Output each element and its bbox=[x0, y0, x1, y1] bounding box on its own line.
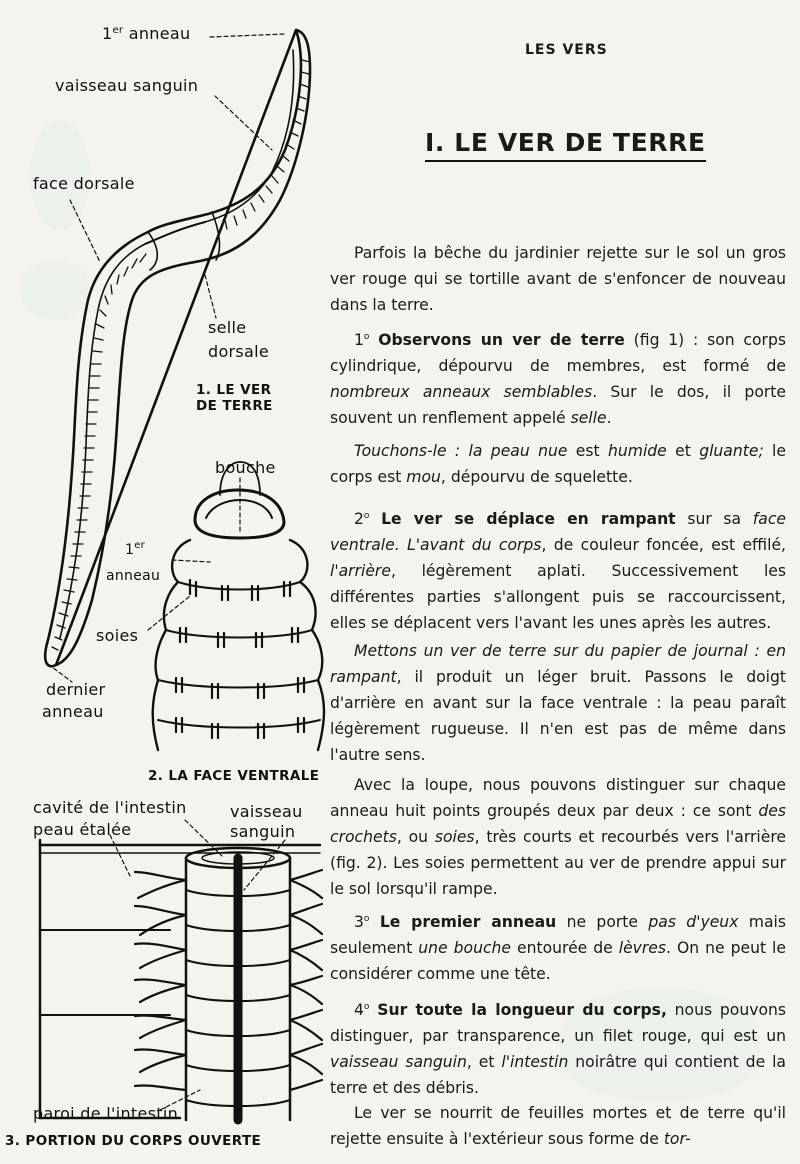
p2c-b: des crochets bbox=[330, 802, 786, 846]
paragraph-4 bbox=[330, 994, 786, 1101]
label-first-ring-ventral bbox=[125, 540, 145, 558]
label-first-ring-num: 1 bbox=[102, 24, 113, 43]
paragraph-4-text bbox=[330, 994, 786, 1101]
p2c-d: soies bbox=[434, 828, 475, 846]
label-dorsal-face: face dorsale bbox=[33, 174, 135, 193]
illustrations-column bbox=[0, 0, 330, 1164]
label-first-ring-sup: er bbox=[112, 25, 124, 36]
paragraph-3 bbox=[330, 906, 786, 987]
p2c-c: , ou bbox=[396, 828, 435, 846]
p1-num: 1 bbox=[354, 331, 364, 350]
label-last-ring-2: anneau bbox=[42, 702, 104, 721]
paragraph-5-text bbox=[330, 1100, 786, 1152]
paragraph-1b-text bbox=[330, 438, 786, 490]
p2b-b: , il produit un léger bruit. Passons le doigt d'arrière en avant sur la face ventrale : la peau paraît légèrement rugueuse. Il n'en est pas de même dans l'autre sens. bbox=[330, 668, 786, 764]
p3-a: ne porte bbox=[556, 913, 649, 932]
chapter-title: I. LE VER DE TERRE bbox=[425, 128, 706, 162]
label-saddle: selle bbox=[208, 318, 247, 337]
p1-deg: o bbox=[363, 332, 370, 342]
figure3-caption: 3. PORTION DU CORPS OUVERTE bbox=[5, 1133, 262, 1149]
paragraph-1b bbox=[330, 438, 786, 490]
p5-b: tor- bbox=[663, 1130, 691, 1148]
p1-b: nombreux anneaux semblables bbox=[330, 383, 593, 402]
p2-deg: o bbox=[363, 511, 370, 521]
paragraph-2b-text bbox=[330, 638, 786, 768]
p1-d: selle bbox=[570, 409, 607, 428]
p4-e: noirâtre qui contient de la terre et des débris. bbox=[330, 1053, 786, 1098]
p3-d: une bouche bbox=[418, 939, 512, 958]
p1b-f: le corps est bbox=[330, 442, 786, 486]
p3-heading: Le premier anneau bbox=[379, 913, 557, 932]
paragraph-2-text bbox=[330, 503, 786, 636]
paragraph-2c bbox=[330, 772, 786, 902]
paragraph-2c-text bbox=[330, 772, 786, 902]
label-intestine-cavity: cavité de l'intestin bbox=[33, 798, 187, 817]
figure1-earthworm bbox=[45, 30, 310, 682]
running-title: LES VERS bbox=[525, 42, 608, 58]
label-ring-ventral: anneau bbox=[106, 568, 161, 584]
p2-heading: Le ver se déplace en rampant bbox=[381, 510, 676, 529]
p2-c: , de couleur foncée, est effilé, bbox=[541, 536, 786, 555]
p1b-h: , dépourvu de squelette. bbox=[440, 468, 633, 486]
paragraph-1 bbox=[330, 324, 786, 431]
paragraph-intro bbox=[330, 240, 786, 318]
paragraph-3-text bbox=[330, 906, 786, 987]
p1b-e: gluante; bbox=[699, 442, 764, 460]
label-mouth: bouche bbox=[215, 458, 276, 477]
p1b-b: est bbox=[567, 442, 608, 460]
label-intestine-wall: paroi de l'intestin bbox=[33, 1104, 179, 1123]
label-first-ring-word: anneau bbox=[123, 24, 191, 43]
p3-e: entourée de bbox=[511, 939, 619, 958]
figure2-ventral-face bbox=[148, 462, 324, 750]
p2c-a: Avec la loupe, nous pouvons distinguer sur chaque anneau huit points groupés deux par deux : ce sont bbox=[330, 776, 786, 820]
p2b-a: Mettons un ver de terre sur du papier de journal : en rampant bbox=[330, 642, 786, 686]
p3-c: mais seulement bbox=[330, 913, 786, 958]
label-last-ring-1: dernier bbox=[46, 680, 106, 699]
label-vessel: vaisseau bbox=[230, 802, 303, 821]
paragraph-2b bbox=[330, 638, 786, 768]
p1b-c: humide bbox=[607, 442, 667, 460]
p1-a: (fig 1) : son corps cylindrique, dépourvu de membres, est formé de bbox=[330, 331, 786, 376]
label-first-ring-ventral-sup: er bbox=[134, 540, 146, 551]
p2-b: face ventrale. L'avant du corps bbox=[330, 510, 786, 555]
figure1-caption-line1: 1. LE VER bbox=[196, 382, 272, 398]
p2-d: l'arrière bbox=[330, 562, 391, 581]
p3-g: . On ne peut le considérer comme une tête. bbox=[330, 939, 786, 984]
paragraph-2 bbox=[330, 503, 786, 636]
p1b-d: et bbox=[666, 442, 700, 460]
p1-c: . Sur le dos, il porte souvent un renflement appelé bbox=[330, 383, 786, 428]
label-bristles: soies bbox=[96, 626, 139, 645]
label-dorsal-saddle: dorsale bbox=[208, 342, 270, 361]
p1b-g: mou bbox=[406, 468, 441, 486]
p1b-a: Touchons-le : la peau nue bbox=[354, 442, 568, 460]
p4-heading: Sur toute la longueur du corps, bbox=[377, 1001, 667, 1020]
p2-num: 2 bbox=[354, 510, 364, 529]
p1-e: . bbox=[606, 409, 612, 428]
p4-c: , et bbox=[466, 1053, 502, 1072]
figure1-caption-line2: DE TERRE bbox=[196, 398, 273, 414]
figure3-opened-body bbox=[40, 820, 322, 1120]
p4-d: l'intestin bbox=[501, 1053, 569, 1072]
p2c-e: , très courts et recourbés vers l'arrière (fig. 2). Les soies permettent au ver de prendre appui sur le sol lorsqu'il rampe. bbox=[330, 828, 787, 898]
label-blood-vessel: vaisseau sanguin bbox=[55, 76, 199, 95]
p2-e: , légèrement aplati. Successivement les différentes parties s'allongent puis se raccourcissent, elles se déplacent vers l'avant les unes après les autres. bbox=[330, 562, 786, 633]
label-sanguin: sanguin bbox=[230, 822, 296, 841]
p4-deg: o bbox=[363, 1002, 370, 1012]
label-first-ring bbox=[102, 24, 190, 43]
p5-a: Le ver se nourrit de feuilles mortes et de terre qu'il rejette ensuite à l'extérieur sous forme de bbox=[330, 1104, 786, 1148]
paragraph-5 bbox=[330, 1100, 786, 1152]
p3-f: lèvres bbox=[618, 939, 667, 958]
p4-num: 4 bbox=[354, 1001, 364, 1020]
paragraph-1-text bbox=[330, 324, 786, 431]
p3-b: pas d'yeux bbox=[648, 913, 739, 932]
p3-deg: o bbox=[363, 914, 370, 924]
p2-a: sur sa bbox=[675, 510, 753, 529]
intro-text: Parfois la bêche du jardinier rejette sur le sol un gros ver rouge qui se tortille avant de s'enfoncer de nouveau dans la terre. bbox=[330, 244, 786, 314]
p1-heading: Observons un ver de terre bbox=[378, 331, 625, 350]
p4-a: nous pouvons distinguer, par transparence, un filet rouge, qui est un bbox=[330, 1001, 787, 1046]
p3-num: 3 bbox=[354, 913, 364, 932]
p4-b: vaisseau sanguin bbox=[330, 1053, 467, 1072]
figure2-caption: 2. LA FACE VENTRALE bbox=[148, 768, 320, 784]
label-spread-skin: peau étalée bbox=[33, 820, 132, 839]
label-first-ring-ventral-num: 1 bbox=[125, 542, 135, 558]
